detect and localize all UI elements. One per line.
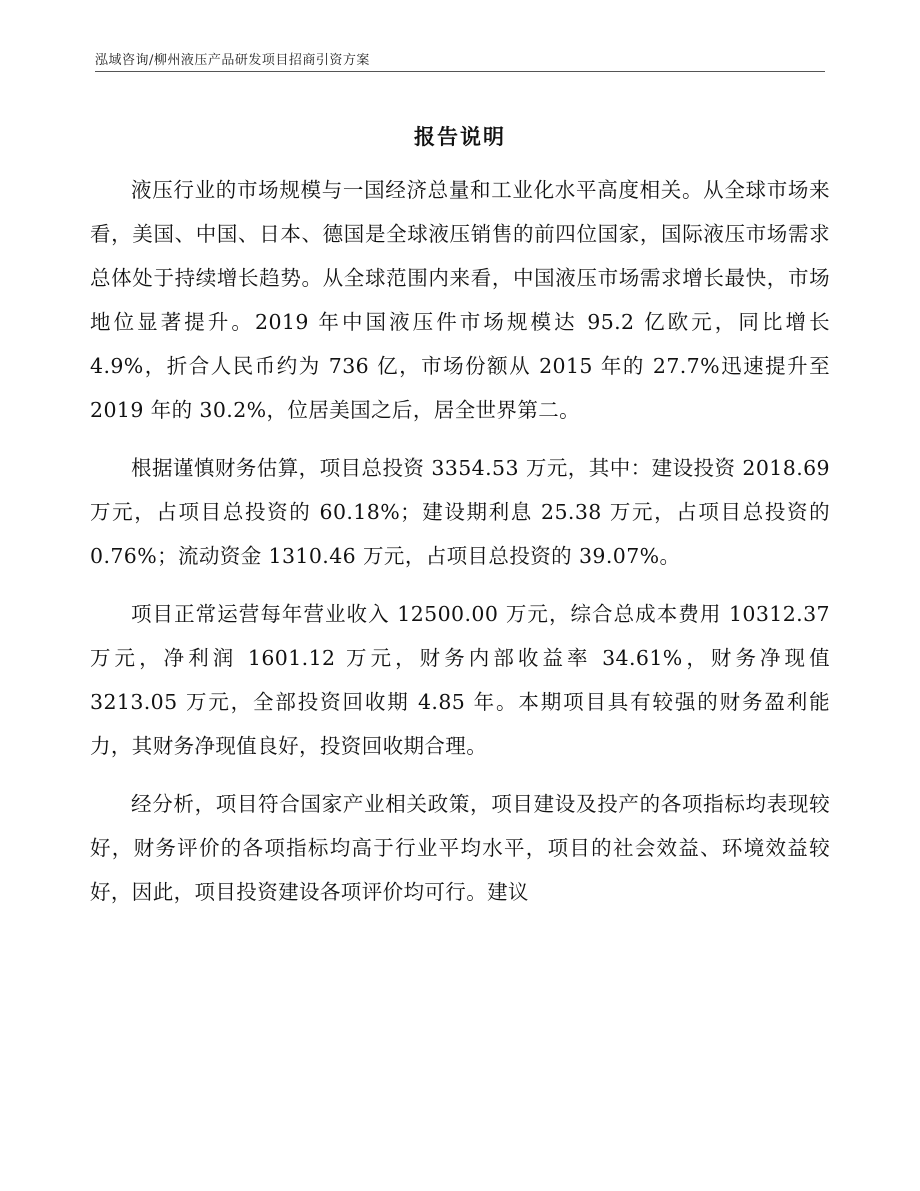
paragraph-revenue: 项目正常运营每年营业收入 12500.00 万元，综合总成本费用 10312.37 万元，净利润 1601.12 万元，财务内部收益率 34.61%，财务净现值 3213.05 万元，全部投资回收期 4.85 年。本期项目具有较强的财务盈利能力，其财务净现值良好，投资回收期合理。 xyxy=(90,602,830,758)
paragraph-analysis: 经分析，项目符合国家产业相关政策，项目建设及投产的各项指标均表现较好，财务评价的各项指标均高于行业平均水平，项目的社会效益、环境效益较好，因此，项目投资建设各项评价均可行。建议 xyxy=(90,792,830,904)
page-title: 报告说明 xyxy=(414,124,506,149)
paragraph-investment: 根据谨慎财务估算，项目总投资 3354.53 万元，其中：建设投资 2018.69 万元，占项目总投资的 60.18%；建设期利息 25.38 万元，占项目总投资的 0.76%；流动资金 1310.46 万元，占项目总投资的 39.07%。 xyxy=(90,456,830,568)
running-header: 泓域咨询/柳州液压产品研发项目招商引资方案 xyxy=(95,53,370,68)
paragraph-market: 液压行业的市场规模与一国经济总量和工业化水平高度相关。从全球市场来看，美国、中国、日本、德国是全球液压销售的前四位国家，国际液压市场需求总体处于持续增长趋势。从全球范围内来看，中国液压市场需求增长最快，市场地位显著提升。2019 年中国液压件市场规模达 95.2 亿欧元，同比增长 4.9%，折合人民币约为 736 亿，市场份额从 2015 年的 27.7%迅速提升至 2019 年的 30.2%，位居美国之后，居全世界第二。 xyxy=(90,178,830,422)
header-divider xyxy=(95,71,825,72)
report-body xyxy=(90,168,830,928)
